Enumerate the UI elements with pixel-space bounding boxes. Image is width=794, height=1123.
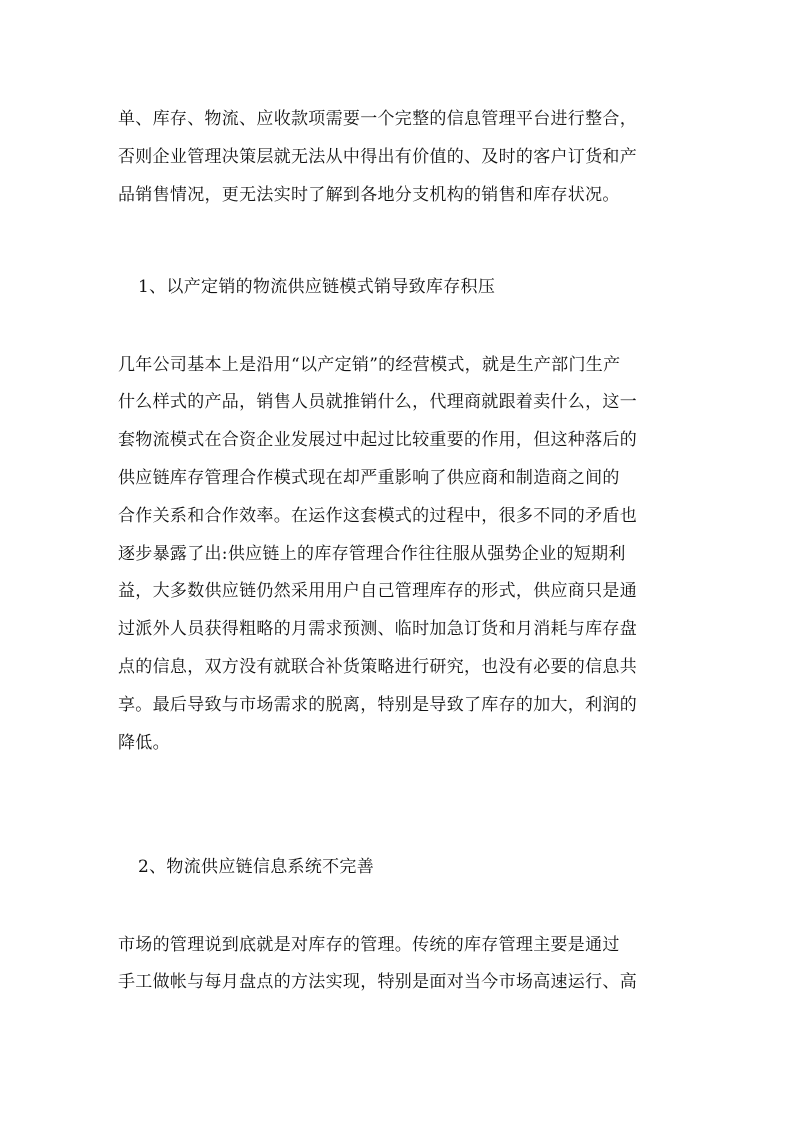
section-1-line-3: 套物流模式在合资企业发展过中起过比较重要的作用，但这种落后的 <box>118 430 637 450</box>
section-1-line-1: 几年公司基本上是沿用“以产定销”的经营模式，就是生产部门生产 <box>118 355 621 375</box>
intro-line-3: 品销售情况，更无法实时了解到各地分支机构的销售和库存状况。 <box>118 185 620 205</box>
section-1-line-5: 合作关系和合作效率。在运作这套模式的过程中，很多不同的矛盾也 <box>118 506 637 526</box>
section-1-line-8: 过派外人员获得粗略的月需求预测、临时加急订货和月消耗与库存盘 <box>118 619 637 639</box>
section-1-line-10: 享。最后导致与市场需求的脱离，特别是导致了库存的加大，利润的 <box>118 695 637 715</box>
intro-line-2: 否则企业管理决策层就无法从中得出有价值的、及时的客户订货和产 <box>118 147 637 167</box>
section-2-heading: 2、物流供应链信息系统不完善 <box>138 857 375 877</box>
section-1-line-9: 点的信息，双方没有就联合补货策略进行研究，也没有必要的信息共 <box>118 657 637 677</box>
intro-line-1: 单、库存、物流、应收款项需要一个完整的信息管理平台进行整合， <box>118 109 637 129</box>
section-1-line-6: 逐步暴露了出:供应链上的库存管理合作往往服从强势企业的短期利 <box>118 544 626 564</box>
section-1-line-2: 什么样式的产品，销售人员就推销什么，代理商就跟着卖什么，这一 <box>118 392 637 412</box>
section-1-line-11: 降低。 <box>118 733 170 753</box>
section-1-line-7: 益，大多数供应链仍然采用用户自己管理库存的形式，供应商只是通 <box>118 581 637 601</box>
section-2-line-1: 市场的管理说到底就是对库存的管理。传统的库存管理主要是通过 <box>118 935 620 955</box>
section-1-line-4: 供应链库存管理合作模式现在却严重影响了供应商和制造商之间的 <box>118 468 620 488</box>
section-2-line-2: 手工做帐与每月盘点的方法实现，特别是面对当今市场高速运行、高 <box>118 972 637 992</box>
section-1-heading: 1、以产定销的物流供应链模式销导致库存积压 <box>138 277 496 297</box>
